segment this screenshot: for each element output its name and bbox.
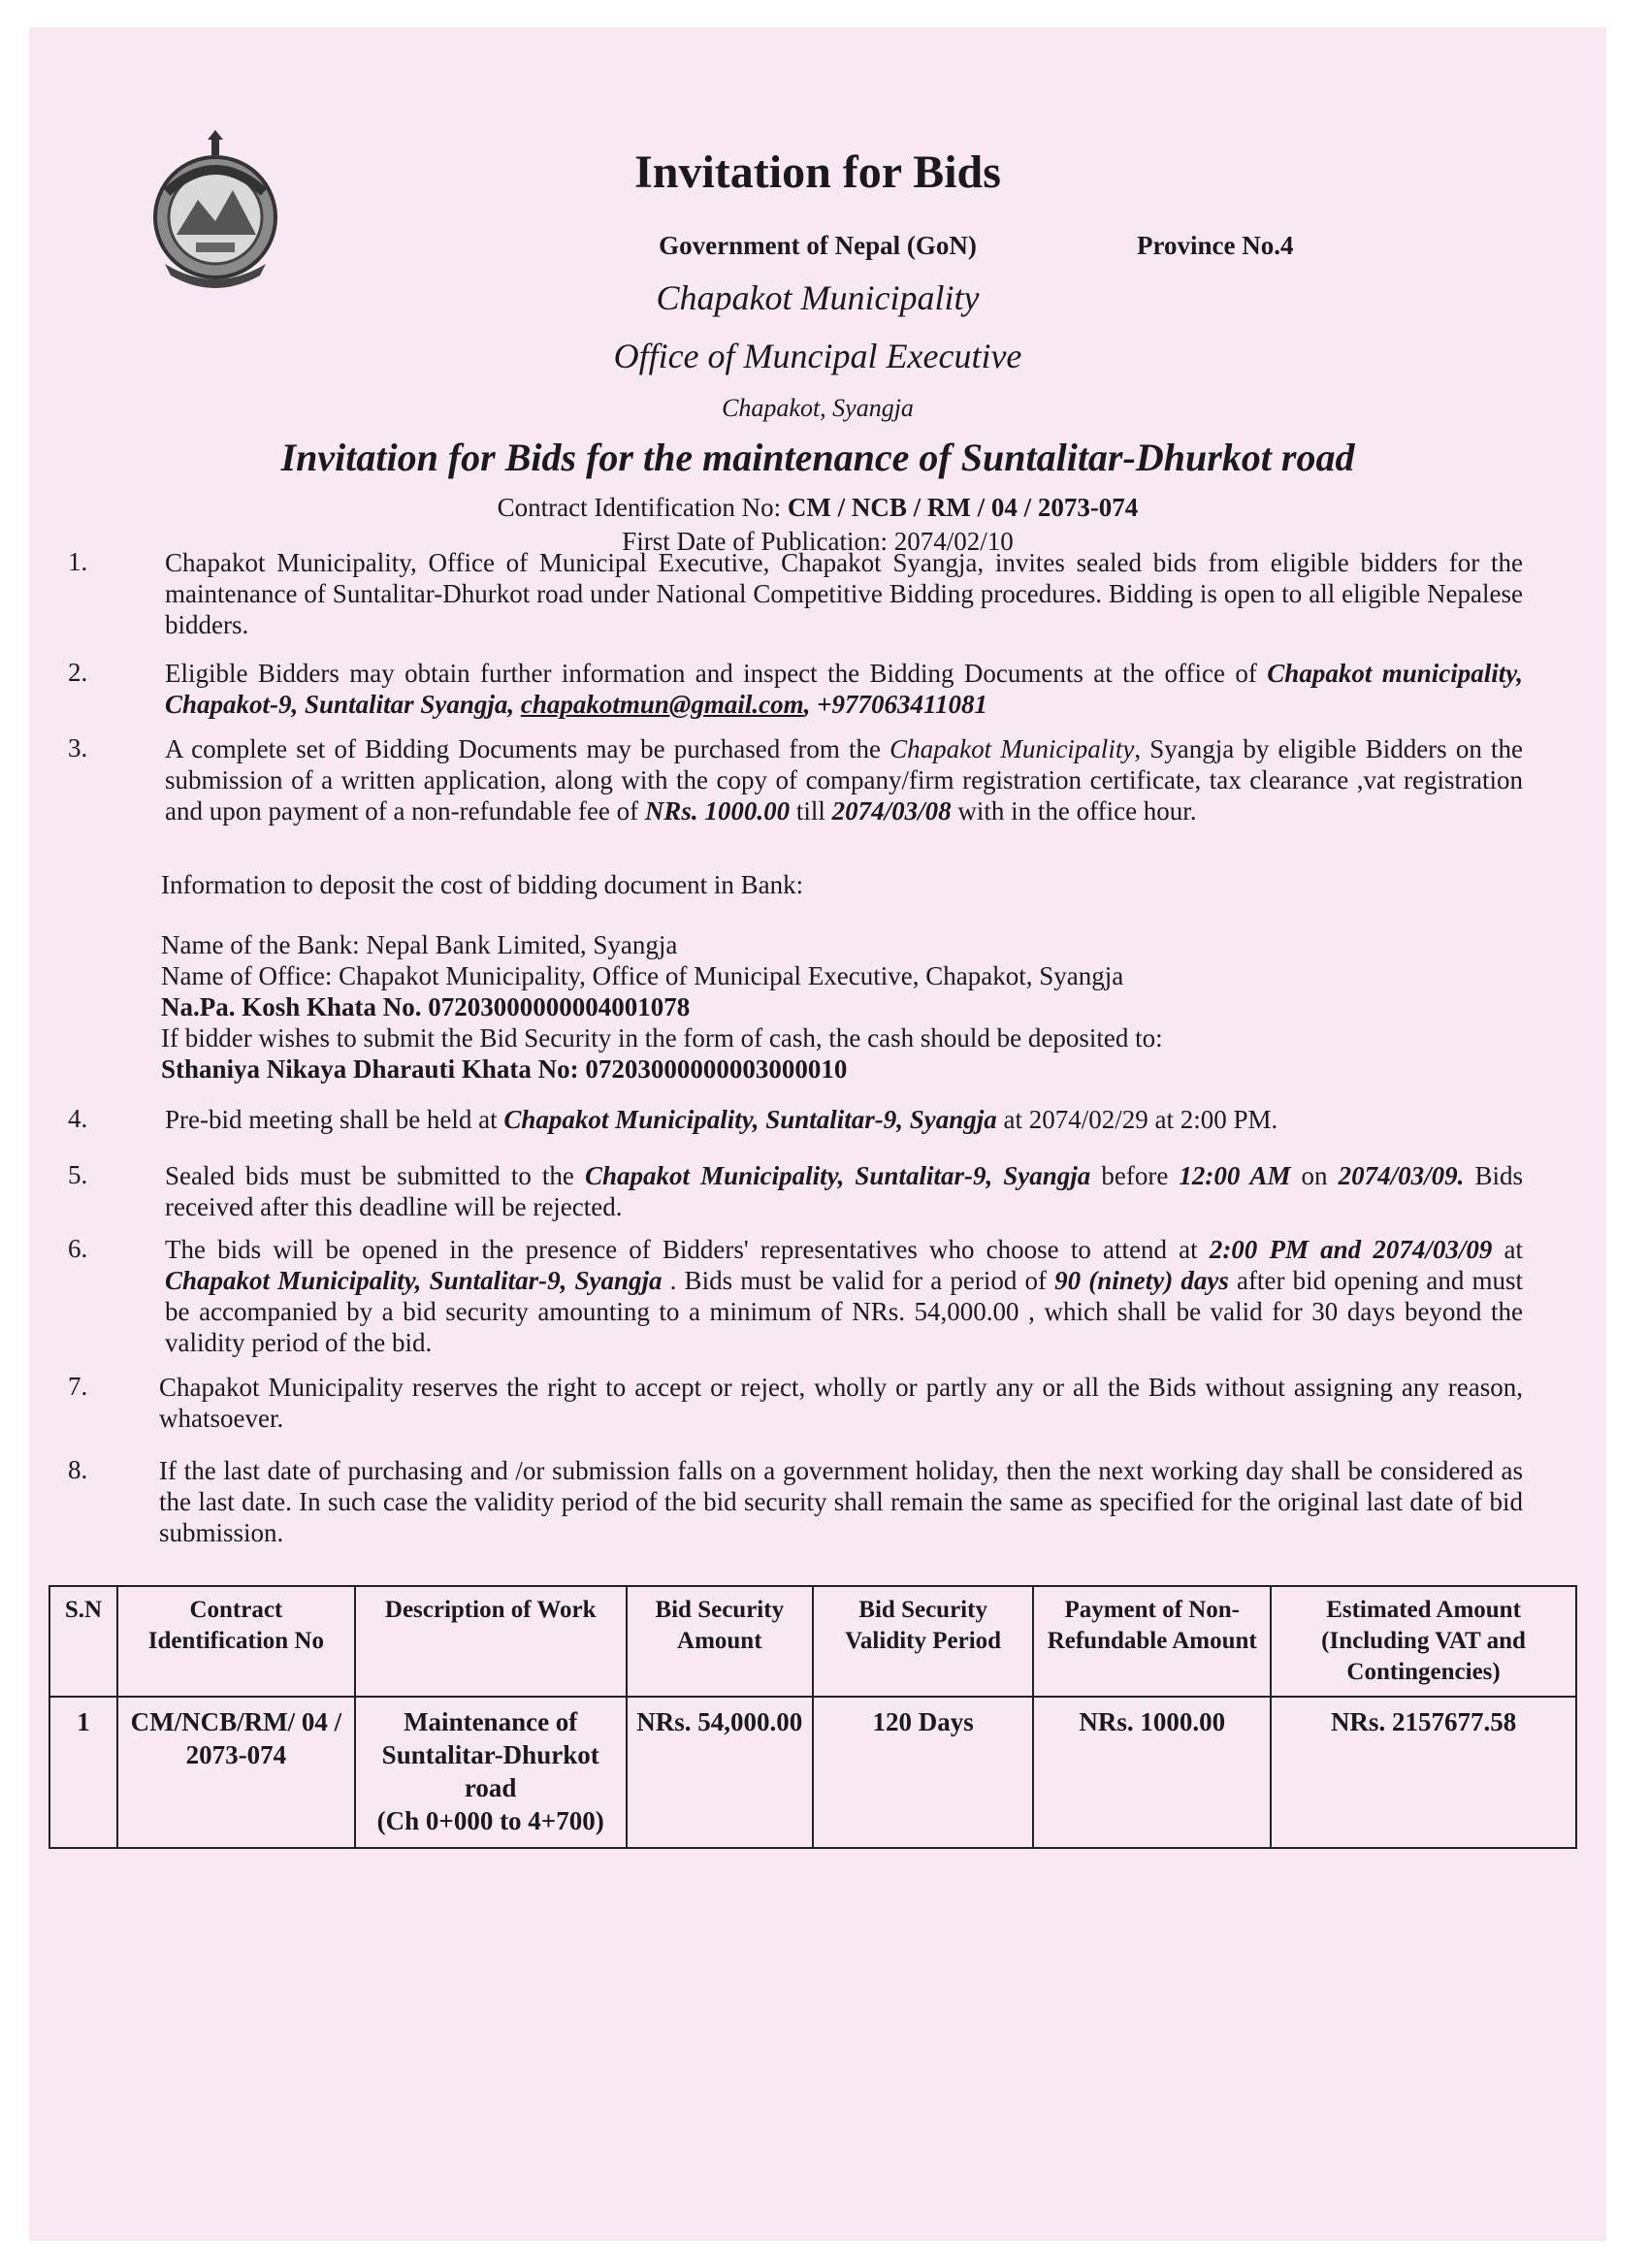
table-header-cell: Payment of Non-Refundable Amount <box>1033 1586 1271 1697</box>
table-header-cell: Bid Security Amount <box>627 1586 813 1697</box>
office-name: Office of Muncipal Executive <box>613 337 1022 375</box>
notice-heading: Invitation for Bids for the maintenance of Suntalitar-Dhurkot road <box>280 436 1355 479</box>
table-cell: 1 <box>49 1697 117 1848</box>
table-row <box>49 1697 1576 1848</box>
item-number: 2. <box>68 658 88 687</box>
cash-deposit-note: If bidder wishes to submit the Bid Security in the form of cash, the cash should be deposited to: <box>161 1023 1163 1053</box>
item-number: 5. <box>68 1160 88 1189</box>
table-header-cell: S.N <box>49 1586 117 1697</box>
contract-id: CM / NCB / RM / 04 / 2073-074 <box>787 493 1139 522</box>
table-header-cell: Contract Identification No <box>117 1586 355 1697</box>
government-name: Government of Nepal (GoN) <box>659 231 977 260</box>
item-number: 7. <box>68 1372 88 1401</box>
table-cell: 120 Days <box>813 1697 1033 1848</box>
table-header-cell: Bid Security Validity Period <box>813 1586 1033 1697</box>
bank-intro: Information to deposit the cost of bidding document in Bank: <box>161 870 804 899</box>
item-6-text: The bids will be opened in the presence of Bidders' representatives who choose to attend at 2:00 PM and 2074/03/09 at Chapakot Municipality, Suntalitar-9, Syangja . Bids must be valid for a period of 90 (ninety) days after bid opening and must be accompanied by a bid security amounting to a minimum of NRs. 54,000.00 , which shall be valid for 30 days beyond the validity period of the bid. <box>165 1235 1524 1357</box>
province-label: Province No.4 <box>1137 231 1294 260</box>
item-2-text: Eligible Bidders may obtain further information and inspect the Bidding Documents at the office of Chapakot municipality, Chapakot-9, Suntalitar Syangja, chapakotmun@gmail.com, +977063411081 <box>165 659 1523 719</box>
table-cell: CM/NCB/RM/ 04 / 2073-074 <box>117 1697 355 1848</box>
dharauti-account: Sthaniya Nikaya Dharauti Khata No: 07203000000003000010 <box>161 1054 848 1084</box>
item-1-text: Chapakot Municipality, Office of Municipal Executive, Chapakot Syangja, invites sealed bids from eligible bidders for the maintenance of Suntalitar-Dhurkot road under National Competitive Bidding procedures. Bidding is open to all eligible Nepalese bidders. <box>165 548 1523 639</box>
table-cell: NRs. 1000.00 <box>1033 1697 1271 1848</box>
kosh-account: Na.Pa. Kosh Khata No. 07203000000004001078 <box>161 992 691 1021</box>
table-header-row <box>49 1586 1576 1697</box>
item-number: 6. <box>68 1234 88 1263</box>
page-title: Invitation for Bids <box>634 146 1001 198</box>
office-location: Chapakot, Syangja <box>722 394 914 422</box>
table-cell: Maintenance of Suntalitar-Dhurkot road (Ch 0+000 to 4+700) <box>355 1697 627 1848</box>
item-number: 1. <box>68 547 88 576</box>
table-header-cell: Description of Work <box>355 1586 627 1697</box>
table-cell: NRs. 2157677.58 <box>1271 1697 1576 1848</box>
notice-sheet <box>29 27 1606 2241</box>
bid-table <box>48 1585 1577 1849</box>
item-number: 3. <box>68 733 88 762</box>
item-3-text: A complete set of Bidding Documents may be purchased from the Chapakot Municipality, Syangja by eligible Bidders on the submission of a written application, along with the copy of company/firm registration certificate, tax clearance ,vat registration and upon payment of a non-refundable fee of NRs. 1000.00 till 2074/03/08 with in the office hour. <box>165 734 1524 826</box>
item-number: 8. <box>68 1455 88 1484</box>
item-number: 4. <box>68 1104 88 1133</box>
bank-office-name: Name of Office: Chapakot Municipality, Office of Municipal Executive, Chapakot, Syangja <box>161 961 1124 990</box>
contract-id-line: Contract Identification No: CM / NCB / RM / 04 / 2073-074 <box>497 493 1139 522</box>
email-link[interactable]: chapakotmun@gmail.com <box>520 690 804 719</box>
item-4-text: Pre-bid meeting shall be held at Chapakot Municipality, Suntalitar-9, Syangja at 2074/02/29 at 2:00 PM. <box>165 1105 1278 1134</box>
bank-name: Name of the Bank: Nepal Bank Limited, Syangja <box>161 930 678 959</box>
municipality-name: Chapakot Municipality <box>656 278 980 317</box>
table-header-cell: Estimated Amount (Including VAT and Contingencies) <box>1271 1586 1576 1697</box>
item-5-text: Sealed bids must be submitted to the Chapakot Municipality, Suntalitar-9, Syangja before 12:00 AM on 2074/03/09. Bids received after this deadline will be rejected. <box>165 1161 1523 1221</box>
item-8-text: If the last date of purchasing and /or submission falls on a government holiday, then the next working day shall be considered as the last date. In such case the validity period of the bid security shall remain the same as specified for the original last date of bid submission. <box>159 1456 1523 1547</box>
publication-date: First Date of Publication: 2074/02/10 <box>622 527 1014 556</box>
item-7-text: Chapakot Municipality reserves the right to accept or reject, wholly or partly any or all the Bids without assigning any reason, whatsoever. <box>159 1373 1523 1433</box>
table-cell: NRs. 54,000.00 <box>627 1697 813 1848</box>
